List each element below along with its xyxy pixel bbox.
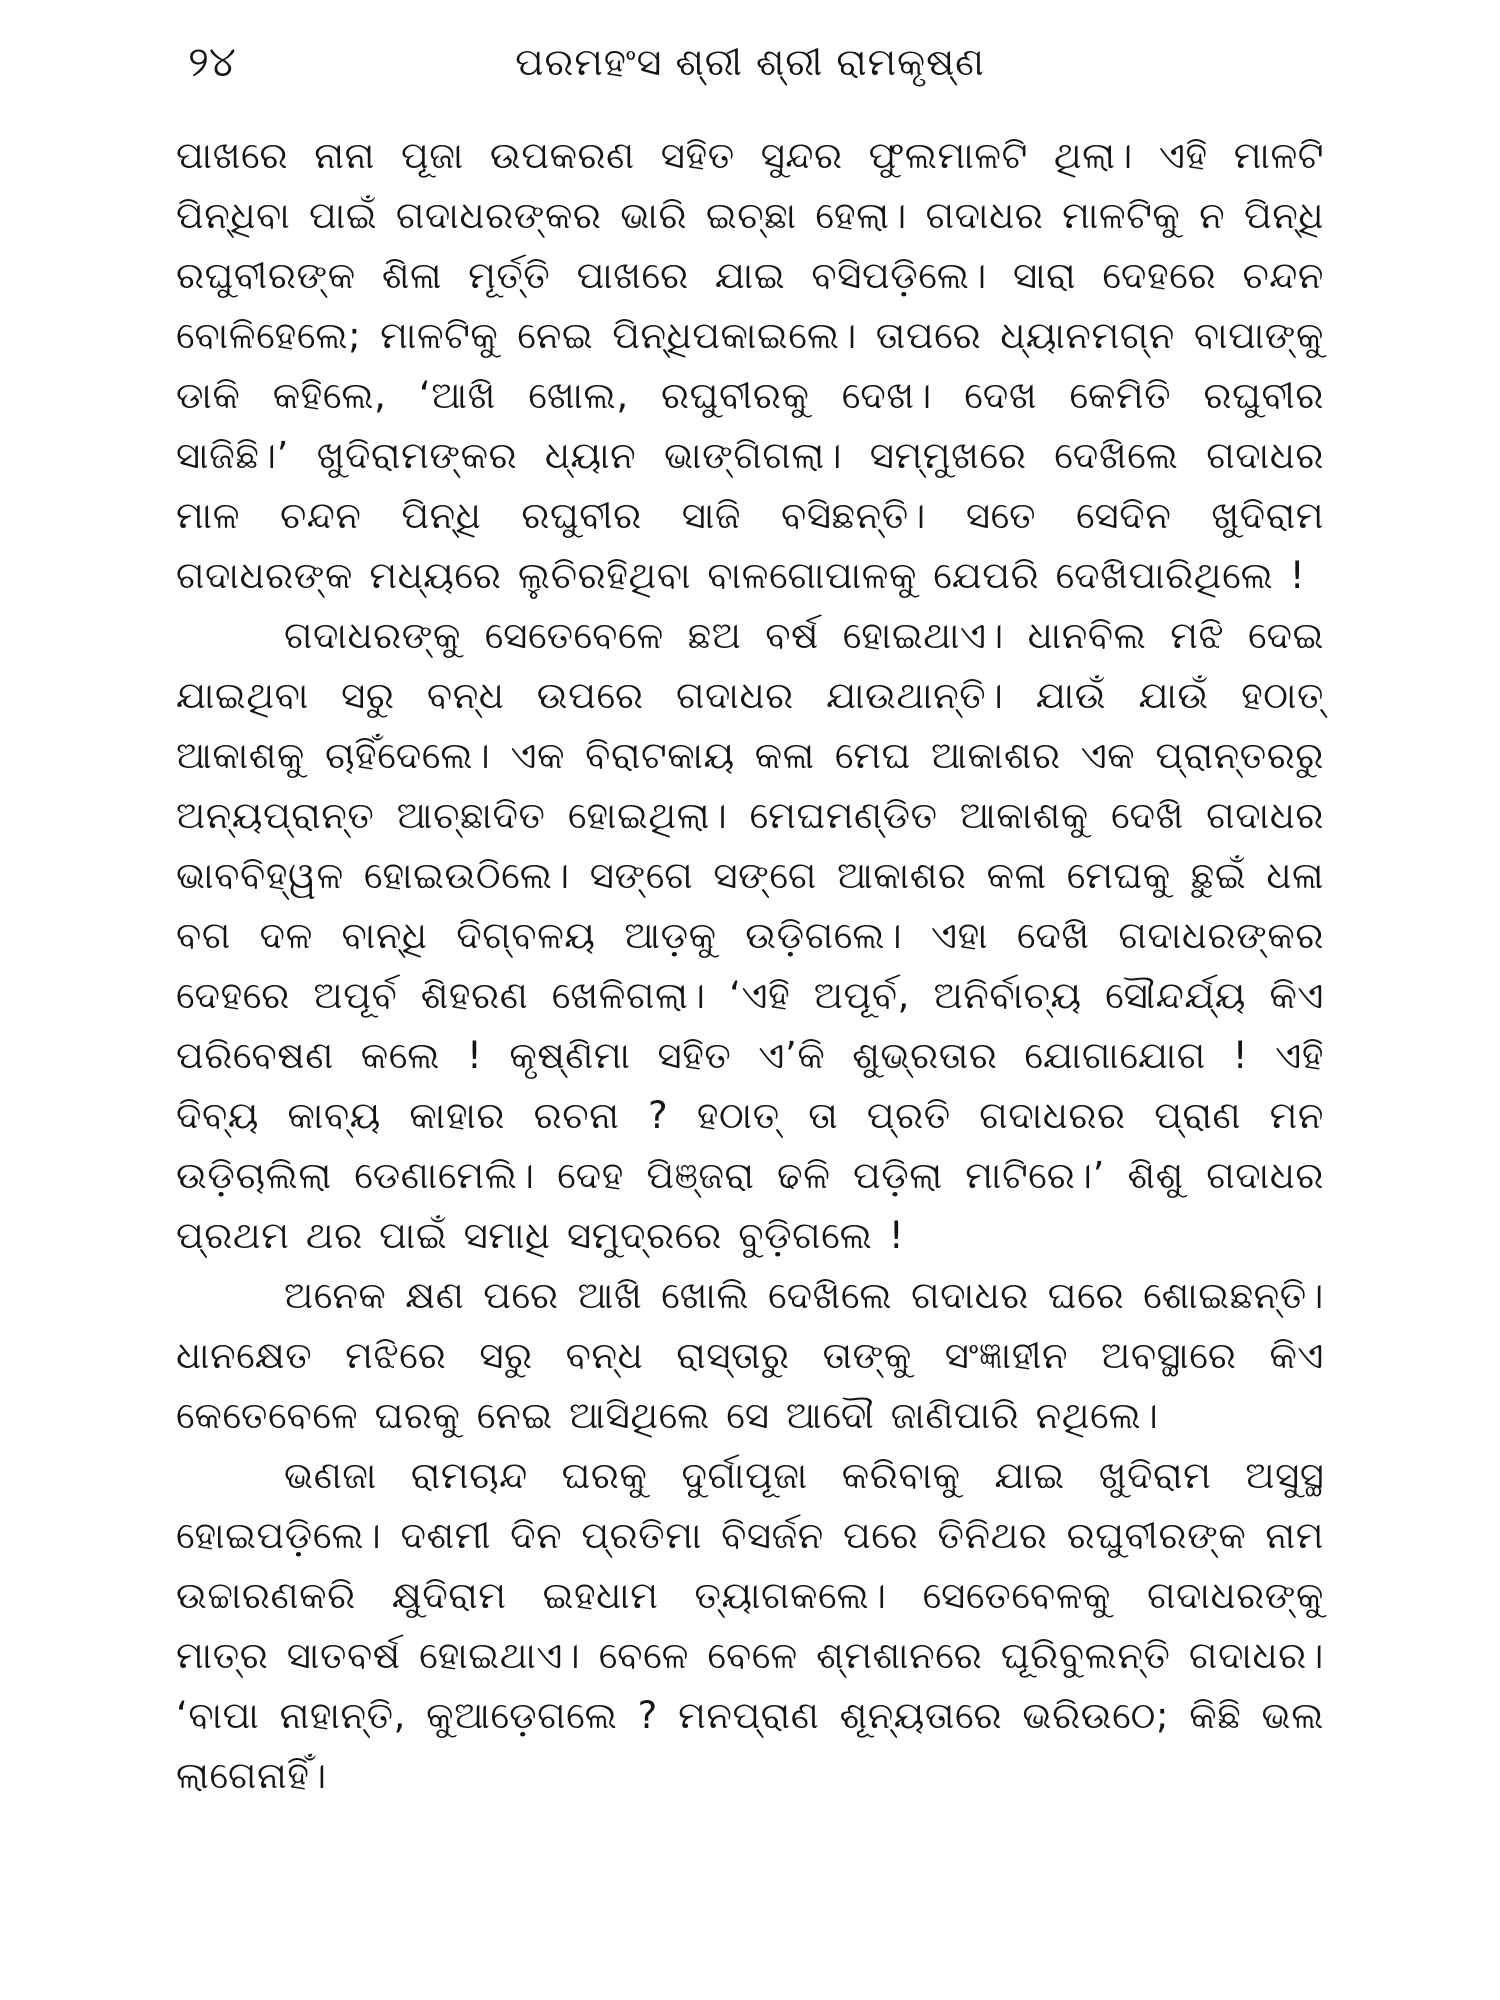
- paragraph: ପାଖରେ ନାନା ପୂଜା ଉପକରଣ ସହିତ ସୁନ୍ଦର ଫୁଲମାଳଟି ଥିଲା। ଏହି ମାଳଟି ପିନ୍ଧିବା ପାଇଁ ଗଦାଧରଙ୍କର ଭାରି ଇଚ୍ଛା ହେଲା। ଗଦାଧର ମାଳଟିକୁ ନ ପିନ୍ଧି ରଘୁବୀରଙ୍କ ଶିଳା ମୂର୍ତ୍ତି ପାଖରେ ଯାଇ ବସିପଡ଼ିଲେ। ସାରା ଦେହରେ ଚନ୍ଦନ ବୋଳିହେଲେ; ମାଳଟିକୁ ନେଇ ପିନ୍ଧିପକାଇଲେ। ତାପରେ ଧ୍ୟାନମଗ୍ନ ବାପାଙ୍କୁ ଡାକି କହିଲେ, ‘ଆଖି ଖୋଲ, ରଘୁବୀରକୁ ଦେଖ। ଦେଖ କେମିତି ରଘୁବୀର ସାଜିଛି।’ ଖୁଦିରାମଙ୍କର ଧ୍ୟାନ ଭାଙ୍ଗିଗଲା। ସମ୍ମୁଖରେ ଦେଖିଲେ ଗଦାଧର ମାଳ ଚନ୍ଦନ ପିନ୍ଧି ରଘୁବୀର ସାଜି ବସିଛନ୍ତି। ସତେ ସେଦିନ ଖୁଦିରାମ ଗଦାଧରଙ୍କ ମଧ୍ୟରେ ଲୁଚିରହିଥିବା ବାଳଗୋପାଳକୁ ଯେପରି ଦେଖିପାରିଥିଲେ !: [176, 134, 1324, 597]
- body-text: [176, 126, 1324, 1806]
- running-head: [176, 32, 1324, 94]
- paragraph: ଭଣଜା ରାମଚାନ୍ଦ ଘରକୁ ଦୁର୍ଗାପୂଜା କରିବାକୁ ଯାଇ ଖୁଦିରାମ ଅସୁସ୍ଥ ହୋଇପଡ଼ିଲେ। ଦଶମୀ ଦିନ ପ୍ରତିମା ବିସର୍ଜନ ପରେ ତିନିଥର ରଘୁବୀରଙ୍କ ନାମ ଉଚ୍ଚାରଣକରି କ୍ଷୁଦିରାମ ଇହଧାମ ତ୍ୟାଗକଲେ। ସେତେବେଳକୁ ଗଦାଧରଙ୍କୁ ମାତ୍ର ସାତବର୍ଷ ହୋଇଥାଏ। ବେଳେ ବେଳେ ଶ୍ମଶାନରେ ଘୂରିବୁଲନ୍ତି ଗଦାଧର। ‘ବାପା ନାହାନ୍ତି, କୁଆଡ଼େଗଲେ ? ମନପ୍ରାଣ ଶୂନ୍ୟତାରେ ଭରିଉଠେ; କିଛି ଭଲ ଲାଗେନାହିଁ।: [176, 1454, 1324, 1797]
- page-number: ୨୪: [188, 37, 236, 86]
- paragraph: ଗଦାଧରଙ୍କୁ ସେତେବେଳେ ଛଅ ବର୍ଷ ହୋଇଥାଏ। ଧାନବିଲ ମଝି ଦେଇ ଯାଇଥିବା ସରୁ ବନ୍ଧ ଉପରେ ଗଦାଧର ଯାଉଥାନ୍ତି। ଯାଉଁ ଯାଉଁ ହଠାତ୍ ଆକାଶକୁ ଚାହିଁଦେଲେ। ଏକ ବିରାଟକାୟ କଳା ମେଘ ଆକାଶର ଏକ ପ୍ରାନ୍ତରରୁ ଅନ୍ୟପ୍ରାନ୍ତ ଆଚ୍ଛାଦିତ ହୋଇଥିଲା। ମେଘମଣ୍ଡିତ ଆକାଶକୁ ଦେଖି ଗଦାଧର ଭାବବିହ୍ୱଳ ହୋଇଉଠିଲେ। ସଙ୍ଗେ ସଙ୍ଗେ ଆକାଶର କଳା ମେଘକୁ ଛୁଇଁ ଧଳା ବଗ ଦଳ ବାନ୍ଧି ଦିଗ୍‌ବଳୟ ଆଡ଼କୁ ଉଡ଼ିଗଲେ। ଏହା ଦେଖି ଗଦାଧରଙ୍କର ଦେହରେ ଅପୂର୍ବ ଶିହରଣ ଖେଳିଗଲା। ‘ଏହି ଅପୂର୍ବ, ଅନିର୍ବାଚ୍ୟ ସୌନ୍ଦର୍ଯ୍ୟ କିଏ ପରିବେଷଣ କଲେ ! କୃଷ୍ଣିମା ସହିତ ଏ’କି ଶୁଭ୍ରତାର ଯୋଗାଯୋଗ ! ଏହି ଦିବ୍ୟ କାବ୍ୟ କାହାର ରଚନା ? ହଠାତ୍ ତା ପ୍ରତି ଗଦାଧରର ପ୍ରାଣ ମନ ଉଡ଼ିଚାଲିଲା ଡେଣାମେଲି। ଦେହ ପିଞ୍ଜରା ଢଳି ପଡ଼ିଲା ମାଟିରେ।’ ଶିଶୁ ଗଦାଧର ପ୍ରଥମ ଥର ପାଇଁ ସମାଧି ସମୁଦ୍ରରେ ବୁଡ଼ିଗଲେ !: [176, 614, 1324, 1257]
- paragraph: ଅନେକ କ୍ଷଣ ପରେ ଆଖି ଖୋଲି ଦେଖିଲେ ଗଦାଧର ଘରେ ଶୋଇଛନ୍ତି। ଧାନକ୍ଷେତ ମଝିରେ ସରୁ ବନ୍ଧ ରାସ୍ତାରୁ ତାଙ୍କୁ ସଂଜ୍ଞାହୀନ ଅବସ୍ଥାରେ କିଏ କେତେବେଳେ ଘରକୁ ନେଇ ଆସିଥିଲେ ସେ ଆଦୌ ଜାଣିପାରି ନଥିଲେ।: [176, 1274, 1324, 1437]
- running-title: ପରମହଂସ ଶ୍ରୀ ଶ୍ରୀ ରାମକୃଷ୍ଣ: [515, 40, 985, 84]
